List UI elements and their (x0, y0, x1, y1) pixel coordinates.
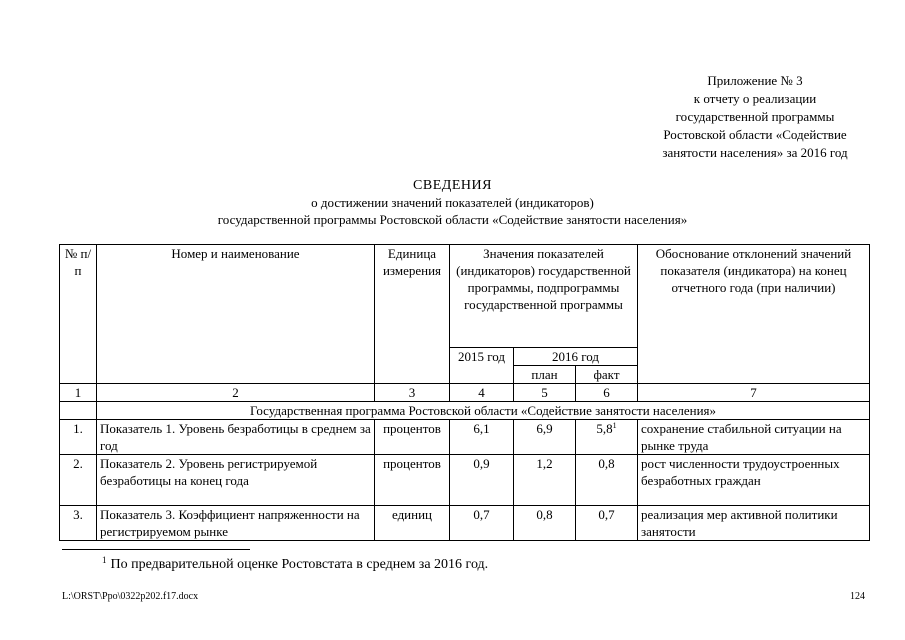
footnote-text: По предварительной оценке Ростовстата в среднем за 2016 год. (110, 557, 489, 572)
footnote-number: 1 (102, 555, 107, 565)
row-unit: единиц (375, 506, 450, 541)
header-unit: Единица измерения (375, 245, 450, 384)
header-fact: факт (576, 366, 638, 384)
header-values: Значения показателей (индикаторов) государственной программы, подпрограммы государственной программы (450, 245, 638, 348)
document-subtitle: о достижении значений показателей (индикаторов) (311, 195, 594, 210)
file-path: L:\ORST\Ppo\0322p202.f17.docx (62, 591, 199, 602)
column-number: 5 (514, 384, 576, 402)
row-plan-2016: 0,8 (514, 506, 576, 541)
table-row (60, 455, 870, 506)
row-unit: процентов (375, 420, 450, 455)
row-fact-2016: 5,8 (596, 421, 613, 436)
header-2016: 2016 год (514, 348, 638, 366)
column-number-row (60, 384, 870, 402)
document-subtitle: государственной программы Ростовской области «Содействие занятости населения» (217, 212, 688, 227)
appendix-line: Приложение № 3 (707, 73, 803, 88)
appendix-line: занятости населения» за 2016 год (662, 145, 848, 160)
row-num: 3. (60, 506, 97, 541)
footnote (102, 557, 488, 573)
program-title: Государственная программа Ростовской области «Содействие занятости населения» (97, 402, 870, 420)
appendix-line: государственной программы (675, 109, 835, 124)
program-row (60, 402, 870, 420)
column-number: 6 (576, 384, 638, 402)
row-fact-2016-cell (576, 420, 638, 455)
column-number: 3 (375, 384, 450, 402)
header-num: № п/п (60, 245, 97, 384)
row-reason: сохранение стабильной ситуации на рынке труда (638, 420, 870, 455)
appendix-line: Ростовской области «Содействие (663, 127, 847, 142)
row-name: Показатель 2. Уровень регистрируемой безработицы на конец года (97, 455, 375, 506)
header-plan: план (514, 366, 576, 384)
row-name: Показатель 3. Коэффициент напряженности на регистрируемом рынке (97, 506, 375, 541)
column-number: 2 (97, 384, 375, 402)
column-number: 4 (450, 384, 514, 402)
table-row (60, 420, 870, 455)
table-row (60, 506, 870, 541)
page-number: 124 (850, 591, 865, 602)
indicators-table (59, 244, 870, 541)
row-fact-2016: 0,8 (576, 455, 638, 506)
document-heading (0, 177, 905, 228)
header-reason: Обоснование отклонений значений показателя (индикатора) на конец отчетного года (при наличии) (638, 245, 870, 384)
appendix-line: к отчету о реализации (693, 91, 817, 106)
header-2015: 2015 год (450, 348, 514, 384)
appendix-block (620, 72, 890, 162)
footnote-divider (62, 549, 250, 550)
header-name: Номер и наименование (97, 245, 375, 384)
row-plan-2016: 1,2 (514, 455, 576, 506)
program-row-num (60, 402, 97, 420)
row-value-2015: 6,1 (450, 420, 514, 455)
row-reason: реализация мер активной политики занятости (638, 506, 870, 541)
row-value-2015: 0,7 (450, 506, 514, 541)
row-reason: рост численности трудоустроенных безработных граждан (638, 455, 870, 506)
row-plan-2016: 6,9 (514, 420, 576, 455)
column-number: 1 (60, 384, 97, 402)
footnote-mark: 1 (612, 421, 617, 430)
row-num: 1. (60, 420, 97, 455)
document-title: СВЕДЕНИЯ (413, 178, 492, 193)
column-number: 7 (638, 384, 870, 402)
row-fact-2016: 0,7 (576, 506, 638, 541)
row-value-2015: 0,9 (450, 455, 514, 506)
row-name: Показатель 1. Уровень безработицы в среднем за год (97, 420, 375, 455)
row-unit: процентов (375, 455, 450, 506)
row-num: 2. (60, 455, 97, 506)
